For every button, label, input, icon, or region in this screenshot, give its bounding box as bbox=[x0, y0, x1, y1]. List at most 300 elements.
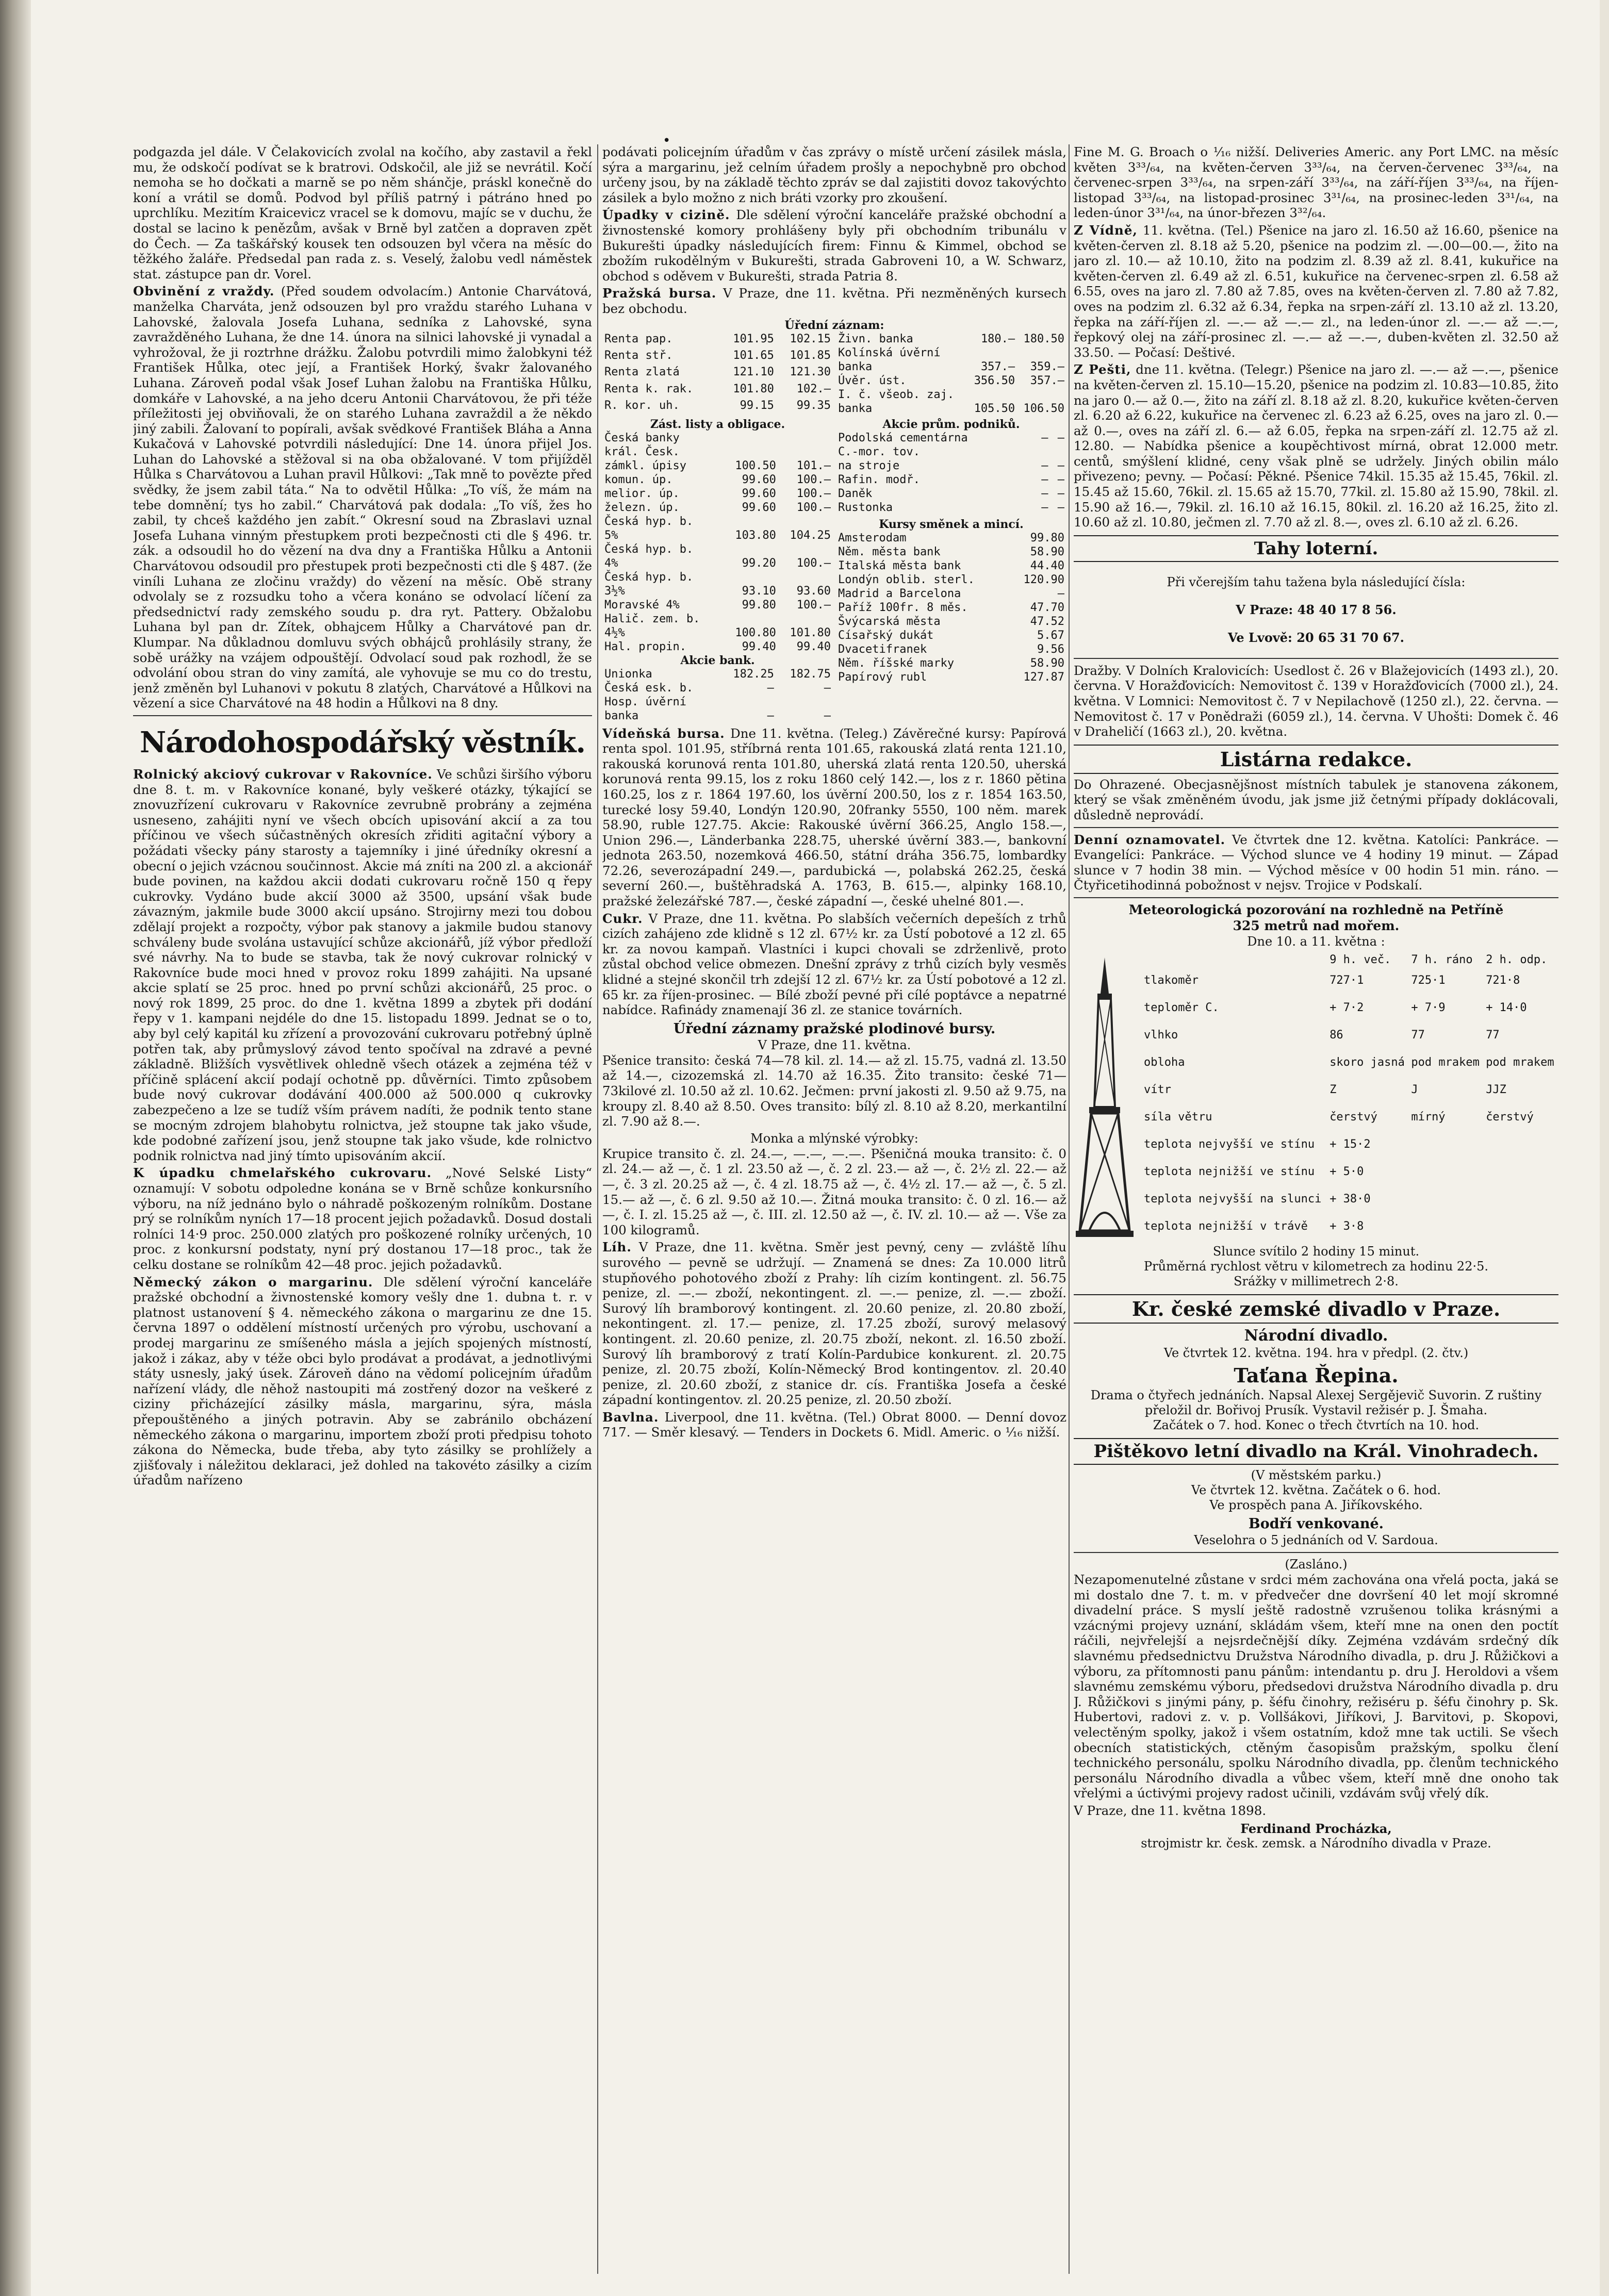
flour-prices: Krupice transito č. zl. 24.—, —.—, —.—. Pšeničná mouka transito: č. 0 zl. 24.— až —, č. 1 zl. 23.50 až —, č. 2 zl. 23.— až —, č. 2½ zl. 22.— až —, č. 3 zl. 20.25 až —, č. 4 zl. 18.75 až —, č. 4½ zl. 17.— až —, č. 5 zl. 15.— až —, č. 6 zl. 9.50 až 10.—. Žitná mouka transito: č. 0 zl. 16.— až —, č. I. zl. 15.25 až —, č. III. zl. 12.50 až —, č. IV. zl. 10.— až —. Vše za 100 kilogramů. bbox=[602, 1146, 1066, 1237]
bank-share-row-label: Unionka bbox=[604, 667, 652, 681]
exchange-row-value: 5.67 bbox=[1037, 629, 1064, 642]
bond-row bbox=[602, 487, 833, 501]
exchange-row-label: Císařský dukát bbox=[838, 629, 934, 642]
bond-row bbox=[602, 640, 833, 654]
industrial-share-row-label: Rafin. modř. bbox=[838, 473, 920, 486]
meteo-row-value: 725·1 bbox=[1411, 974, 1446, 987]
bonds-title: Zást. listy a obligace. bbox=[650, 417, 785, 431]
bond-row-value bbox=[724, 445, 778, 459]
meteo-row-value: J bbox=[1411, 1083, 1418, 1097]
exchange-row-value: 47.52 bbox=[1030, 615, 1064, 628]
page-right-edge bbox=[1600, 0, 1609, 2296]
meteo-row-value: + 7·2 bbox=[1329, 1001, 1364, 1015]
rate-row-value bbox=[967, 346, 1017, 360]
bond-row-value: 99.20 bbox=[742, 556, 776, 570]
bank-share-row bbox=[602, 681, 833, 695]
bond-row-value bbox=[778, 612, 833, 626]
bond-row bbox=[602, 570, 833, 584]
theatre-subtitle: Národní divadlo. bbox=[1244, 1326, 1388, 1345]
meteo-row-value: Z bbox=[1329, 1083, 1337, 1097]
bond-row-value bbox=[778, 542, 833, 556]
bond-row-label: Česká hyp. b. bbox=[604, 570, 694, 584]
rate-row bbox=[602, 365, 833, 382]
article-margarine-law: Německý zákon o margarinu. Dle sdělení výroční kanceláře pražské obchodní a živnostenské komory vešly dne 1. dubna t. r. v platnost ustanovení § 4. německého zákona o margarinu ze dne 15. června 1897 o oddělení místností určených pro výrobu, uschovaní a prodej margarinu ze smíšeného másla a jejích spojených místností, jakož i zákaz, aby v téže obci bylo prodávat a prodávat, a jednotlivými státy usnesly, jaký úsek. Zároveň dáno na vědomí policejním úřadům nařízení vlády, dle něhož nastoupiti má zostřený dozor na veškeré z ciziny přicházející zásilky másla, margarinu, sýra, másla přepouštěného a jiných potravin. Aby se zabránilo obcházení německého zákona o margarinu, importem zboží proti předpisu tohoto zákona do Německa, bude třeba, aby tyto zásilky se prohlížely a zjišťovaly i náležitou deklaraci, jež dohled na takovéto zásilky a cizím úřadům nařízeno bbox=[133, 1274, 592, 1488]
meteo-precipitation: Srážky v millimetrech 2·8. bbox=[1234, 1274, 1399, 1289]
rate-row bbox=[836, 360, 1066, 374]
bond-row-value bbox=[778, 431, 833, 445]
industrial-share-row-value: — bbox=[1057, 473, 1064, 486]
rate-row bbox=[602, 332, 833, 349]
rate-row-label: Úvěr. úst. bbox=[838, 374, 907, 387]
bond-row-value: 100.— bbox=[796, 487, 831, 500]
industrial-share-row-label: na stroje bbox=[838, 459, 900, 472]
column-3 bbox=[1074, 144, 1558, 2279]
industrial-share-row-label: C.-mor. tov. bbox=[838, 445, 920, 458]
exchange-row-label: Papírový rubl bbox=[838, 670, 927, 684]
bond-row-value: 100.— bbox=[796, 556, 831, 570]
bond-row-value: 99.60 bbox=[742, 473, 776, 486]
industrial-share-row-value bbox=[1050, 445, 1066, 459]
exchange-row-label: Italská města bank bbox=[838, 559, 961, 572]
article-vienna-grain: Z Vídně, 11. května. (Tel.) Pšenice na jaro zl. 16.50 až 16.60, pšenice na květen-červen zl. 8.18 až 5.20, pšenice na podzim zl. —.00—00.—, žito na jaro zl. 10.— až 10.10, žito na podzim zl. 8.39 až zl. 8.41, kukuřice na květen-červen zl. 6.49 až zl. 6.51, kukuřice na červenec-srpen zl. 6.58 až 6.55, oves na jaro zl. 7.80 až 7.85, oves na květen-červen zl. 7.80 až 7.82, oves na podzim zl. 6.32 až 6.34, řepka na srpen-září zl. 13.10 až zl. 13.20, řepka na září-říjen zl. —.— až —.— zl., na leden-únor zl. —.— až —.—, řepkový olej na září-prosinec zl. —.— až —.—, duben-květen zl. 32.50 až 33.50. — Počasí: Deštivé. bbox=[1074, 222, 1558, 360]
rate-row-label: Živn. banka bbox=[838, 332, 913, 345]
exchange-row bbox=[836, 545, 1066, 559]
exchange-row-value: 99.80 bbox=[1030, 531, 1064, 544]
rate-row-value: 357.— bbox=[1030, 374, 1064, 387]
bond-row-value bbox=[724, 570, 778, 584]
bond-row-label: 5% bbox=[604, 528, 618, 542]
bank-share-row-value: 182.25 bbox=[733, 667, 774, 681]
signature-name: Ferdinand Procházka, bbox=[1240, 1821, 1392, 1837]
meteo-row-value: skoro jasná bbox=[1329, 1056, 1405, 1069]
meteo-extreme-row bbox=[1142, 1186, 1557, 1213]
bond-row bbox=[602, 501, 833, 515]
bond-row-value bbox=[724, 431, 778, 445]
bond-row-label: zámkl. úpisy bbox=[604, 459, 686, 472]
meteo-extreme-row-label: teplota nejnižší v trávě bbox=[1144, 1220, 1308, 1233]
exchange-row-label: Švýcarská města bbox=[838, 615, 941, 628]
meteo-row bbox=[1142, 1022, 1557, 1049]
bond-row-label: 4½% bbox=[604, 626, 625, 639]
rate-row-value bbox=[1017, 388, 1066, 402]
article-prague-exchange: Pražská bursa. V Praze, dne 11. května. Při nezměněných kursech bez obchodu. bbox=[602, 286, 1066, 316]
grain-exchange-prices: Pšenice transito: česká 74—78 kil. zl. 14.— až zl. 15.75, vadná zl. 13.50 až 14.—, cizozemská zl. 14.70 až 16.35. Žito transito: české 71—73kilové zl. 10.50 až zl. 10.62. Ječmen: první jakosti zl. 9.50 až 9.75, na kroupy zl. 8.40 až 8.50. Oves transito: bílý zl. 8.10 až 8.20, merkantilní zl. 7.90 až 8.—. bbox=[602, 1052, 1066, 1129]
industrial-share-row-value: — bbox=[1057, 431, 1064, 444]
theatre-play-title: Taťana Řepina. bbox=[1234, 1363, 1399, 1387]
rate-row-value: 101.95 bbox=[733, 332, 774, 345]
sent-in-date: V Praze, dne 11. května 1898. bbox=[1074, 1803, 1267, 1818]
meteo-row bbox=[1142, 1050, 1557, 1076]
rate-row-value: 99.35 bbox=[796, 399, 831, 412]
summer-theatre-description: Veselohra o 5 jednáních od V. Sardoua. bbox=[1194, 1532, 1438, 1547]
bond-row-value bbox=[778, 570, 833, 584]
meteo-row-value: 77 bbox=[1411, 1029, 1425, 1042]
bond-row-value bbox=[724, 542, 778, 556]
rate-row-value: 356.50 bbox=[974, 374, 1015, 387]
column-2 bbox=[602, 144, 1066, 2279]
bond-row bbox=[602, 445, 833, 459]
industrial-share-row bbox=[836, 501, 1066, 515]
column-rule-1 bbox=[597, 144, 598, 2274]
bond-row-label: 3½% bbox=[604, 584, 625, 598]
bond-row-value: 99.60 bbox=[742, 501, 776, 514]
lottery-intro: Při včerejším tahu tažena byla následující čísla: bbox=[1167, 574, 1466, 589]
bond-row bbox=[602, 626, 833, 640]
meteo-sunshine: Slunce svítilo 2 hodiny 15 minut. bbox=[1212, 1244, 1420, 1259]
rate-row bbox=[602, 399, 833, 415]
article-vienna-exchange: Vídeňská bursa. Dne 11. května. (Teleg.) Závěrečné kursy: Papírová renta spol. 101.95, stříbrná renta 101.65, rakouská zlatá renta 121.10, rakouská korunová renta 101.80, uherská zlatá renta 120.50, uherská korunová renta 99.15, los z roku 1860 celý 142.—, los z r. 1860 pětina 160.25, los z r. 1864 197.60, los úvěrní 200.50, los z r. 1854 163.50, turecké losy 59.40, Londýn 120.90, 20franky 5550, 100 něm. marek 58.90, ruble 127.75. Akcie: Rakouské úvěrní 366.25, Anglo 158.—, Union 296.—, Länderbanka 228.75, uherské úvěrní 383.—, bankovní jednota 263.50, nozemková 466.50, státní dráha 356.75, lombardky 72.26, severozápadní 249.—, pardubická —, polabská 262.25, česká severní 260.—, buštěhradská A. 1763, B. 615.—, alpinky 168.10, pražské železářské 787.—, české západní —, české uhelné 801.—. bbox=[602, 725, 1066, 909]
bank-share-row-value: — bbox=[824, 681, 831, 695]
top-dot: • bbox=[663, 133, 671, 148]
exchange-row bbox=[836, 615, 1066, 629]
bond-row-value: 93.10 bbox=[742, 584, 776, 598]
industrial-share-row-value: — bbox=[1057, 487, 1064, 500]
bank-share-row-value: 182.75 bbox=[790, 667, 831, 681]
rule bbox=[1074, 827, 1558, 828]
exchange-rates-table bbox=[836, 531, 1066, 684]
rate-row-value: 101.85 bbox=[790, 349, 831, 362]
bond-row-label: Halič. zem. b. bbox=[604, 612, 700, 625]
bond-row-value: 99.60 bbox=[742, 487, 776, 500]
rate-row-label: Renta k. rak. bbox=[604, 382, 694, 395]
meteo-row bbox=[1142, 968, 1557, 994]
rate-row-label: Renta stř. bbox=[604, 349, 673, 362]
rate-row bbox=[836, 332, 1066, 346]
bond-row-value: 100.— bbox=[796, 501, 831, 514]
meteo-column-header: 7 h. ráno bbox=[1411, 953, 1473, 966]
meteo-row-label: vlhko bbox=[1144, 1029, 1178, 1042]
rate-row-label: banka bbox=[838, 360, 873, 373]
meteo-date: Dne 10. a 11. května : bbox=[1247, 934, 1385, 949]
bond-row bbox=[602, 459, 833, 473]
rate-row-value: 101.65 bbox=[733, 349, 774, 362]
bank-share-row-value: — bbox=[824, 709, 831, 722]
bond-row bbox=[602, 584, 833, 598]
section-rule bbox=[133, 715, 592, 716]
article-hops-sugar-bankruptcy: K úpadku chmelařského cukrovaru. „Nové Selské Listy“ oznamují: V sobotu odpoledne konána se v Brně schůze konkursního výboru, na níž jednáno bylo o náhradě poškozeným rolníkům. Dostane prý se rolníkům nyních 17—18 procent jejich požadavků. Dosud dostali rolníci 14·9 proc. 250.000 zlatých pro poškozené rolníky určených, 10 proc. z konkursní podstaty, nyní prý dostanou 17—18 proc., tak že celku dostane se rolníkům 42—48 proc. jejich požadavků. bbox=[133, 1165, 592, 1272]
bond-row-label: Moravské 4% bbox=[604, 598, 680, 612]
meteo-column-header: 9 h. več. bbox=[1329, 953, 1391, 966]
rate-row bbox=[836, 346, 1066, 360]
lottery-prague: V Praze: 48 40 17 8 56. bbox=[1236, 602, 1397, 617]
meteo-row-label: tlakoměr bbox=[1144, 974, 1198, 987]
industrial-share-row-label: Daněk bbox=[838, 487, 873, 500]
bond-row-value: 99.40 bbox=[742, 640, 776, 653]
bonds-table bbox=[602, 431, 833, 654]
rate-row bbox=[602, 382, 833, 399]
letters-text: Do Ohrazené. Obecjasnějšnost místních tabulek je stanovena zákonem, který se však změněném úvodu, jak jsme již četnými případy doklácovali, důsledně neprovádí. bbox=[1074, 777, 1558, 822]
daily-notice: Denní oznamovatel. Ve čtvrtek dne 12. května. Katolíci: Pankráce. — Evangelíci: Pankráce. — Východ slunce ve 4 hodiny 19 minut. — Západ slunce v 7 hodin 38 min. — Východ měsíce v 00 hodin 51 min. ráno. — Čtyřicetihodinná pobožnost v nejsv. Trojice v Podskalí. bbox=[1074, 832, 1558, 893]
industrial-share-row-value: — bbox=[1041, 431, 1048, 444]
exchange-row-value: 9.56 bbox=[1037, 642, 1064, 656]
industrial-share-row-value: — bbox=[1057, 459, 1064, 472]
bond-row bbox=[602, 515, 833, 528]
rate-row-value: 102.15 bbox=[790, 332, 831, 345]
exchange-row-value: 58.90 bbox=[1030, 656, 1064, 670]
rate-row-value: 121.10 bbox=[733, 366, 774, 379]
rate-row-value: 359.— bbox=[1030, 360, 1064, 373]
article-sugar-factory: Rolnický akciový cukrovar v Rakovníce. Ve schůzi širšího výboru dne 8. t. m. v Rakovníce konané, byly veškeré otázky, týkající se znovuzřízení cukrovaru v Rakovníce zevrubně probrány a zejména usneseno, zahájiti nyní ve všech obcích upisování akcií a za tou příčinou ve všech súčastněných okresích zřiditi agitační výbory a požádati všecky pány starosty a tajemníky i jiné úředníky okresní a obecní o jejich vzácnou součinnost. Akcie má zníti na 200 zl. a akcionář bude povinen, na každou akcii dodati cukrovaru ročně 150 q řepy cukrovky. Vydáno bude akcií 3000 až 3500, upsání však bude závazným, jakmile bude 3000 akcií upsáno. Strojirny mezi tou dobou zdělají projekt a rozpočty, výbor pak stanovy a jakmile budou stanovy schváleny bude svolána ustavující schůze akcionářů, jíž výbor předloží své návrhy. Na to bude se stavba, tak že nový cukrovar rolnický v Rakovníce bude moci hned v provoz roku 1899 zahájiti. Na upsané akcie splatí se 25 proc. hned po první schůzi akcionářů, 25 proc. o nový rok 1899, 25 proc. do dne 1. května 1899 a zbytek při dodání řepy v 1. kampani nejdéle do dne 15. listopadu 1899. Jednat se o to, aby byl celý kapitál ku zřízení a provozování cukrovaru potřebný úplně potřen tak, aby průmyslový závod tento spočíval na zdravé a pevné základně. Bližších vysvětlivek ohledně všech otázek a zejména též v příčině splácení akcií podají ochotně pp. důvěrníci. Timto způsobem bude nový cukrovar dodávání 400.000 až 500.000 q cukrovky zabezpečeno a lze se tudíž vším právem nadíti, že podnik tento stane se mocným zdrojem blahobytu rolnictva, jež stoupne tak jako všude, kde podobné zařízení jsou, jenž stoupne tak jako všude, kde rolnictvo podnik rolnictva nad jiný tímto upisováním akcií. bbox=[133, 766, 592, 1163]
summer-theatre-date: Ve čtvrtek 12. května. Začátek o 6. hod. bbox=[1191, 1482, 1441, 1497]
bond-row-value bbox=[724, 515, 778, 528]
meteo-column-header: 2 h. odp. bbox=[1486, 953, 1548, 966]
bond-row-label: Hal. propin. bbox=[604, 640, 686, 653]
exchange-row bbox=[836, 587, 1066, 601]
rate-row-label: banka bbox=[838, 402, 873, 415]
meteo-extreme-row-value: + 38·0 bbox=[1329, 1193, 1371, 1206]
industrial-share-row bbox=[836, 431, 1066, 445]
bond-row bbox=[602, 542, 833, 556]
bond-row-value bbox=[778, 445, 833, 459]
column-1 bbox=[133, 144, 592, 2279]
industrial-share-row bbox=[836, 487, 1066, 501]
exchange-row-value: 127.87 bbox=[1023, 670, 1064, 684]
industrial-shares-table bbox=[836, 431, 1066, 515]
article-spirits: Líh. V Praze, dne 11. května. Směr jest pevný, ceny — zvláště líhu surového — pevně se udržují. — Znamená se dnes: Za 10.000 litrů stupňového pohotového zboží z Prahy: líh cizím kontingent. zl. 56.75 penize, zl. —.— zboží, nekontingent. zl. —.— penize, zl. —.— zboží. Surový líh bramborový kontingent. zl. 20.60 penize, zl. 20.80 zboží, nekontingent. zl. 17.— penize, zl. 17.25 zboží, surový melasový kontingent. zl. 20.60 penize, zl. 20.75 zboží, nekont. zl. 16.50 zboží. Surový líh bramborový z tratí Kolín-Pardubice konkurent. zl. 20.75 penize, zl. 20.75 zboží, Kolín-Německý Brod kontingentov. zl. 20.40 penize, zl. 20.60 zboží, z stanice dr. cís. Františka Josefa a české západní kontingentov. zl. 20.25 penize, zl. 20.50 zboží. bbox=[602, 1240, 1066, 1408]
exchange-row-value: 120.90 bbox=[1023, 573, 1064, 586]
bond-row-label: Česká banky bbox=[604, 431, 680, 444]
exchange-row-label: Madrid a Barcelona bbox=[838, 587, 961, 600]
exchange-row-label: Něm. města bank bbox=[838, 545, 941, 558]
meteo-row bbox=[1142, 1104, 1557, 1131]
exchange-row bbox=[836, 629, 1066, 642]
bond-row-value: 103.80 bbox=[735, 528, 776, 542]
exchange-row-label: Dvacetifranek bbox=[838, 642, 927, 656]
bank-share-row-label: banka bbox=[604, 709, 639, 722]
meteo-title: Meteorologická pozorování na rozhledně na Petříně bbox=[1128, 902, 1504, 917]
rates-table-right bbox=[836, 332, 1066, 416]
auctions: Dražby. V Dolních Kralovicích: Usedlost č. 26 v Blažejovicích (1493 zl.), 20. června. V Horažďovicích: Nemovitost č. 139 v Horažďovicích (7000 zl.), 24. května. V Lomnici: Nemovitost č. 7 v Nepilachově (1250 zl.), 22. června. — Nemovitost č. 17 v Ponědraži (6059 zl.), 14. června. V Uhošti: Domek č. 46 v Draheličí (1663 zl.), 20. května. bbox=[1074, 663, 1558, 739]
meteo-extreme-row-label: teplota nejvyšší ve stínu bbox=[1144, 1138, 1315, 1151]
rate-row bbox=[836, 402, 1066, 416]
meteo-extreme-row bbox=[1142, 1159, 1557, 1185]
industrial-share-row-label: Podolská cementárna bbox=[838, 431, 968, 444]
bond-row-value: 100.— bbox=[796, 473, 831, 486]
meteo-extreme-row-value: + 5·0 bbox=[1329, 1165, 1364, 1179]
meteo-row-value: 77 bbox=[1486, 1029, 1500, 1042]
bond-row-label: Česká hyp. b. bbox=[604, 542, 694, 556]
exchange-row bbox=[836, 670, 1066, 684]
rate-row-value: 180.— bbox=[980, 332, 1015, 345]
exchange-row bbox=[836, 642, 1066, 656]
bank-share-row-value: — bbox=[767, 681, 774, 695]
bond-row bbox=[602, 431, 833, 445]
bank-shares-title: Akcie bank. bbox=[680, 653, 755, 667]
exchange-row bbox=[836, 601, 1066, 615]
bank-share-row-value: — bbox=[767, 709, 774, 722]
bank-share-row-value bbox=[719, 695, 776, 709]
industrial-share-row-value: — bbox=[1041, 487, 1048, 500]
meteo-extreme-row bbox=[1142, 1132, 1557, 1158]
rate-row-label: Renta pap. bbox=[604, 332, 673, 345]
meteo-subtitle: 325 metrů nad mořem. bbox=[1233, 918, 1400, 933]
exchange-row-value: — bbox=[1057, 587, 1064, 600]
summer-theatre-subtitle: (V městském parku.) bbox=[1251, 1467, 1382, 1482]
exchange-row-value: 44.40 bbox=[1030, 559, 1064, 572]
signature-role: strojmistr kr. česk. zemsk. a Národního divadla v Praze. bbox=[1141, 1836, 1491, 1851]
summer-theatre-play: Bodří venkované. bbox=[1248, 1515, 1384, 1532]
rate-row bbox=[836, 374, 1066, 388]
bond-row-value bbox=[724, 612, 778, 626]
rate-row-value bbox=[1017, 346, 1066, 360]
bond-row-value: 100.80 bbox=[735, 626, 776, 639]
rate-row-value: 180.50 bbox=[1023, 332, 1064, 345]
bond-row-value: 99.80 bbox=[742, 598, 776, 612]
bond-row-value: 93.60 bbox=[796, 584, 831, 598]
exchange-row bbox=[836, 559, 1066, 573]
article-foreign-bankruptcies: Úpadky v cizině. Dle sdělení výroční kanceláře pražské obchodní a živnostenské komory prohlášeny byly při obchodním tribunálu v Bukurešti úpadky následujících firem: Finnu & Kimmel, obchod se zbožím rukodělným v Bukurešti, strada Gabroveni 10, a W. Schwarz, obchod s oděvem v Bukurešti, strada Patria 8. bbox=[602, 207, 1066, 284]
bond-row-value: 101.80 bbox=[790, 626, 831, 639]
rate-row-label: I. č. všeob. zaj. bbox=[838, 388, 955, 401]
sent-in-label: (Zasláno.) bbox=[1285, 1557, 1348, 1572]
bonds-block bbox=[602, 418, 1066, 723]
bond-row bbox=[602, 598, 833, 612]
rate-row-label: R. kor. uh. bbox=[604, 399, 680, 412]
rate-row-value: 99.15 bbox=[740, 399, 774, 412]
industrial-share-row-value: — bbox=[1041, 501, 1048, 514]
rate-row-value: 101.80 bbox=[733, 382, 774, 395]
bond-row bbox=[602, 528, 833, 542]
meteo-row-value: mírný bbox=[1411, 1111, 1446, 1124]
bond-row bbox=[602, 556, 833, 570]
rate-row-value: 121.30 bbox=[790, 366, 831, 379]
exchange-row bbox=[836, 573, 1066, 587]
bank-share-row-value bbox=[776, 695, 833, 709]
exchange-row bbox=[836, 531, 1066, 545]
exchange-row-label: Něm. říšské marky bbox=[838, 656, 955, 670]
lottery-lvov: Ve Lvově: 20 65 31 70 67. bbox=[1227, 630, 1405, 645]
page-binding-edge bbox=[0, 0, 31, 2296]
industrial-share-row-value bbox=[1034, 445, 1050, 459]
rule bbox=[1074, 1552, 1558, 1553]
industrial-share-row bbox=[836, 445, 1066, 459]
bank-share-row bbox=[602, 709, 833, 723]
meteo-row-value: 727·1 bbox=[1329, 974, 1364, 987]
bank-shares-table bbox=[602, 667, 833, 723]
rate-row-label: Kolínská úvěrní bbox=[838, 346, 941, 359]
exchange-row-label: Amsterodam bbox=[838, 531, 907, 544]
meteo-row-value: 721·8 bbox=[1486, 974, 1520, 987]
bond-row-label: Česká hyp. b. bbox=[604, 515, 694, 528]
article-sugar: Cukr. V Praze, dne 11. května. Po slabších večerních depeších z trhů cizích zahájeno zde klidně s 12 zl. 67½ kr. za Ústí pobotové a 12 zl. 65 kr. za novou kampaň. Vlastníci i kupci chovali se zdrženlivě, proto zůstal obchod velice obmezen. Dnešní zprávy z trhů cizích byly vesměs klidné a stejné skončil trh zdejší 12 zl. 67½ kr. za Ústí pobotové a 12 zl. 65 kr. za říjen-prosinec. — Bílé zboží pevné při cílé poptávce a nepatrné nabídce. Rafinády znamenají 36 zl. ze stanice továrních. bbox=[602, 911, 1066, 1018]
meteo-row-value: JJZ bbox=[1486, 1083, 1506, 1097]
rate-row-value bbox=[967, 388, 1017, 402]
rate-row-label: Renta zlatá bbox=[604, 366, 680, 379]
meteo-row bbox=[1142, 995, 1557, 1021]
bond-row-label: melior. úp. bbox=[604, 487, 680, 500]
meteo-extreme-row-value: + 15·2 bbox=[1329, 1138, 1371, 1151]
official-record-title: Úřední záznam: bbox=[784, 318, 884, 332]
industrial-share-row bbox=[836, 459, 1066, 473]
summer-theatre-title: Pištěkovo letní divadlo na Král. Vinohradech. bbox=[1074, 1438, 1558, 1465]
industrial-share-row-label: Rustonka bbox=[838, 501, 893, 514]
industrial-shares-title: Akcie prům. podniků. bbox=[882, 417, 1020, 431]
theatre-time: Začátek o 7. hod. Konec o třech čtvrtích na 10. hod. bbox=[1153, 1417, 1480, 1432]
bank-share-row-label: Česká esk. b. bbox=[604, 681, 694, 695]
bond-row-value: 100.50 bbox=[735, 459, 776, 472]
article-margarine-continuation: podávati policejním úřadům v čas zprávy o místě určení zásilek másla, sýra a margarinu, jež celním úřadem prošly a nepochybně pro obchod určeny jsou, by na základě těchto zpráv se dal zajistiti dovoz takovýchto zásilek a bylo možno z nich bráti vzorky pro zkoušení. bbox=[602, 144, 1066, 205]
rate-row bbox=[602, 349, 833, 365]
rule bbox=[1074, 897, 1558, 898]
bond-row-label: 4% bbox=[604, 556, 618, 570]
bond-row-label: král. Česk. bbox=[604, 445, 680, 458]
article-murder-accusation: Obvinění z vraždy. (Před soudem odvolacím.) Antonie Charvátová, manželka Charváta, jenž odsouzen byl pro vraždu starého Luhana v Lahovské, žalovala Josefa Luhana, sedníka z Lahovské, syna zavražděného Luhana, že dne 14. února na silnici lahovské ji vynadal a vyhrožoval, že ji roztrhne drážku. Žalobu potvrdili mimo žalobkyni též František Hůlka, otec její, a František Horký, švakr žalovaného Luhana. Zároveň podal však Josef Luhan žalobu na Františka Hůlku, domkáře v Lahovské, a na jeho dceru Antonii Charvátovou, že při téže příležitosti jej obviňovali, že on starého Luhana zavraždil a že někdo jiný zabili. Žalovaní to popírali, avšak svědkové František Bláha a Anna Kukačová v Lahovské potvrdili následující: Dne 14. února přijel Jos. Luhan do Lahovské a stěžoval si na oba obžalované. V tom přijížděl Hůlka s Charvátovou a Luhan pravil Hůlkovi: „Tak mně to povězte před svědky, že jsem zabil táta.“ Na to odvětil Hůlka: „To víš, že mám na tebe domnění; tys ho zabil.“ Charvátová pak dodala: „To víš, žes ho zabil, ty chceš každého jen zabít.“ Okresní soud na Zbraslavi uznal Josefa Luhana vinným přestupkem proti bezpečnosti cti dle § 496. tr. zák. a odsoudil ho do vězení na dva dny a Františka Hůlku a Antonii Charvátovou odsoudil pro přestupek proti bezpečnosti cti dle § 487. (že viníli Luhana ze zločinu vraždy) do vězení na měsíc. Obě strany odvolaly se z rozsudku toho a včera konáno se odvolací líčení za předsednictví rady zemského soudu p. dra ryt. Pattery. Obžalobu Luhana byl pan dr. Zítek, obhajcem Hůlky a Charvátové pan dr. Klumpar. Na důkladnou domluvu svých obhájců prohlásily strany, že sobě urážky na vzájem odpouštějí. Odvolací soud pak rozhodl, že se odvolání obou stran do viny zamítá, ale vyhovuje se mu co do trestu, jenž změněn byl Luhanovi v pokutu 8 zlatých, Charvátové a Hůlkovi na vězení a sice Charvátové na 48 hodin a Hůlkovi na 8 dny. bbox=[133, 284, 592, 711]
rate-row-value: 105.50 bbox=[974, 402, 1015, 415]
bond-row bbox=[602, 473, 833, 487]
meteo-block bbox=[1074, 952, 1558, 1241]
exchange-row-label: Londýn oblib. sterl. bbox=[838, 573, 975, 586]
bond-row-label: komun. úp. bbox=[604, 473, 673, 486]
theatre-play-description: Drama o čtyřech jednáních. Napsal Alexej Sergějevič Suvorin. Z ruštiny přeložil dr. Bořivoj Prusík. Vystavil režisér p. J. Šmaha. bbox=[1090, 1387, 1542, 1417]
exchange-row-value: 47.70 bbox=[1030, 601, 1064, 614]
bank-share-row bbox=[602, 695, 833, 709]
meteo-row-value: pod mrakem bbox=[1486, 1056, 1554, 1069]
exchange-row bbox=[836, 656, 1066, 670]
sent-in-text: Nezapomenutelné zůstane v srdci mém zachována ona vřelá pocta, jaká se mi dostalo dne 7. t. m. v předvečer dne dovršení 40 let mojí skromné divadelní práce. S myslí ještě radostně vzrušenou tolika krásnými a vzácnými projevy uznání, skládám všem, kteří mne na onen den poctít ráčili, nejvřelejší a nejsrdečnější díky. Zejména vzdávám srdečný dík slavnému předsednictvu Družstva Národního divadla, p. dru J. Růžičkovi a výboru, za přítomnosti panu pánům: intendantu p. dru J. Heroldovi a všem slavnému zemskému výboru, předsedovi družstva Národního divadla p. dru J. Růžičkovi s jinými pány, p. šéfu činohry, režiséru p. šéfu činohry p. Sk. Hubertovi, radovi z. v. p. Vollšákovi, Jiříkovi, J. Barvitovi, p. Skopovi, velectěným spolky, jakož i všem ostatním, kdož mne tak uctili. Se všech obecních statistických, ctěným časopisům pražským, spolku člení technického personálu, spolku Národního divadla, pp. členům technického personálu Národního divadla a vůbec všem, kteří mně dne onoho tak vřelými a úctivými projevy radost učinili, vzdávám svůj vřelý dík. bbox=[1074, 1572, 1558, 1801]
cotton-continuation: Fine M. G. Broach o ⅟₁₆ nižší. Deliveries Americ. any Port LMC. na měsíc květen 3³³/₆₄, na květen-červen 3³³/₆₄, na červen-červenec 3³³/₆₄, na červenec-srpen 3³³/₆₄, na srpen-září 3³³/₆₄, na září-říjen 3³³/₆₄, na říjen-listopad 3³³/₆₄, na listopad-prosinec 3³¹/₆₄, na prosinec-leden 3³¹/₆₄, na leden-únor 3³¹/₆₄, na únor-březen 3³²/₆₄. bbox=[1074, 144, 1558, 221]
rate-row-value: 106.50 bbox=[1023, 402, 1064, 415]
bond-row bbox=[602, 612, 833, 626]
grain-exchange-date: V Praze, dne 11. května. bbox=[758, 1037, 911, 1052]
lottery-title: Tahy loterní. bbox=[1074, 535, 1558, 562]
exchange-row-value: 58.90 bbox=[1030, 545, 1064, 558]
flour-title: Monka a mlýnské výrobky: bbox=[750, 1131, 918, 1146]
theatre-title: Kr. české zemské divadlo v Praze. bbox=[1074, 1294, 1558, 1324]
rule bbox=[1074, 658, 1558, 659]
bond-row-value bbox=[778, 515, 833, 528]
meteo-row-label: síla větru bbox=[1144, 1111, 1212, 1124]
bank-share-row bbox=[602, 667, 833, 681]
meteo-row-value: čerstvý bbox=[1329, 1111, 1377, 1124]
meteo-row-value: čerstvý bbox=[1486, 1111, 1534, 1124]
meteo-row-value: + 14·0 bbox=[1486, 1001, 1527, 1015]
rate-row-value: 102.— bbox=[796, 382, 831, 395]
meteo-row-label: vítr bbox=[1144, 1083, 1171, 1097]
rate-row bbox=[836, 388, 1066, 402]
letters-title: Listárna redakce. bbox=[1074, 745, 1558, 774]
meteo-extreme-row-label: teplota nejvyšší na slunci bbox=[1144, 1193, 1322, 1206]
exchange-rates-title: Kursy směnek a mincí. bbox=[879, 517, 1024, 531]
meteo-extreme-row bbox=[1142, 1214, 1557, 1240]
industrial-share-row-value: — bbox=[1041, 459, 1048, 472]
meteo-extreme-row-label: teplota nejnižší ve stínu bbox=[1144, 1165, 1315, 1179]
meteo-row-value: + 7·9 bbox=[1411, 1001, 1446, 1015]
meteo-extreme-row-value: + 3·8 bbox=[1329, 1220, 1364, 1233]
petrin-tower-illustration bbox=[1074, 952, 1136, 1241]
bond-row-value: 104.25 bbox=[790, 528, 831, 542]
rate-row-value: 357.— bbox=[980, 360, 1015, 373]
grain-exchange-title: Úřední záznamy pražské plodinové bursy. bbox=[673, 1020, 996, 1037]
section-title-economy: Národohospodářský věstník. bbox=[139, 725, 586, 759]
meteo-wind-speed: Průměrná rychlost větru v kilometrech za hodinu 22·5. bbox=[1144, 1259, 1488, 1274]
meteo-row-label: teploměr C. bbox=[1144, 1001, 1219, 1015]
meteo-row-label: obloha bbox=[1144, 1056, 1185, 1069]
meteo-row-value: 86 bbox=[1329, 1029, 1343, 1042]
meteo-table bbox=[1141, 952, 1558, 1241]
bank-share-row-label: Hosp. úvěrní bbox=[604, 695, 686, 708]
industrial-share-row-value: — bbox=[1057, 501, 1064, 514]
theatre-date: Ve čtvrtek 12. května. 194. hra v předpl. (2. čtv.) bbox=[1163, 1345, 1469, 1360]
bond-row-label: železn. úp. bbox=[604, 501, 680, 514]
bond-row-value: 99.40 bbox=[796, 640, 831, 653]
article-pest-grain: Z Pešti, dne 11. května. (Telegr.) Pšenice na jaro zl. —.— až —.—, pšenice na květen-červen zl. 15.10—15.20, pšenice na podzim zl. 10.83—10.85, žito na jaro 0.— až 0.—, žito na září zl. 8.18 až zl. 8.20, kukuřice květen-červen zl. 6.20 až 6.22, kukuřice na červenec zl. 6.23 až 6.25, oves na jaro zl. 0.— až 0.—, oves na září zl. 6.— až 6.05, řepka na srpen-září zl. 12.75 až zl. 12.80. — Nabídka pšenice a koupěchtivost mírná, obrat 12.000 metr. centů, smýšlení klidné, ceny však plně se udržely. Jiných obilin málo přivezeno; pevny. — Počasí: Pěkné. Pšenice 74kil. 15.35 až 15.45, 76kil. zl. 15.45 až 15.60, 76kil. zl. 15.65 až 15.70, 77kil. zl. 15.80 až 15.90, 78kil. zl. 15.90 až 16.—, 79kil. zl. 16.10 až 16.15, 80kil. zl. 16.20 až 16.25, žito zl. 10.60 až zl. 10.80, ječmen zl. 7.70 až zl. 8.—, oves zl. 6.10 až zl. 6.26. bbox=[1074, 362, 1558, 530]
industrial-share-row-value: — bbox=[1041, 473, 1048, 486]
rates-block bbox=[602, 332, 1066, 416]
meteo-row-value: pod mrakem bbox=[1411, 1056, 1480, 1069]
bond-row-value: 100.— bbox=[796, 598, 831, 612]
meteo-row bbox=[1142, 1077, 1557, 1103]
industrial-share-row bbox=[836, 473, 1066, 487]
